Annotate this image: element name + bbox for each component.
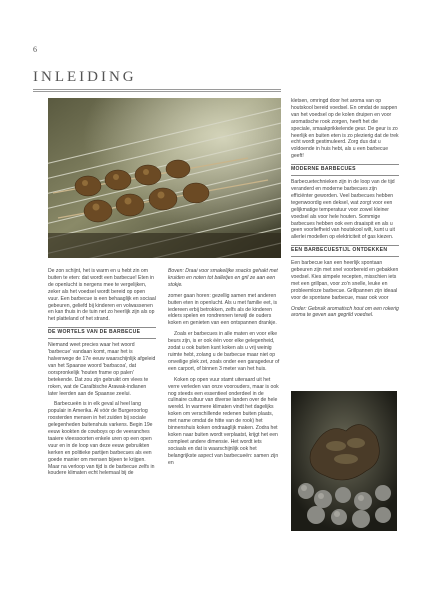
text-column-middle (168, 268, 281, 470)
section-heading-style: EEN BARBECUESTIJL ONTDEKKEN (291, 245, 399, 257)
title-underline (33, 91, 281, 92)
text-column-right (291, 98, 399, 323)
photo-caption-above: Boven: Draai voor smakelijke snacks gehakt met kruiden en noten tot balletjes en gril ze aan een stokje. (168, 268, 278, 288)
section-heading-roots: DE WORTELS VAN DE BARBECUE (48, 327, 156, 339)
body-paragraph: Koken op open vuur stamt uiteraard uit het verre verleden van onze voorouders, maar is ook nog steeds een essentieel onderdeel in de culinaire cultuur van diverse landen over de hele wereld. In warmere klimaten vindt het dagelijks koken om verschillende redenen buiten plaats, met name omdat de hitte van de rook) het binnenshuis koken ondraaglijk maken. Zodra het koken naar buiten wordt verplaatst, krijgt het een compleet andere dimensie. Het wordt iets sociaals en dat is waarschijnlijk ook het belangrijkste aspect van barbecueën: samen zijn en (168, 376, 279, 466)
photo-grilled-skewers (48, 98, 281, 258)
intro-paragraph: De zon schijnt, het is warm en u hebt zin om buiten te eten: dat wordt een barbecue! Eten in de openlucht is nergens mee te vergelijken, zeker als het voedsel wordt bereid op open vuur. Een barbecue is een behaaglijk en sociaal gebeuren, geliefd bij kinderen en volwassenen en kan thuis in de tuin net zo heerlijk zijn als op het platteland of het strand. (48, 268, 156, 323)
body-paragraph: kletsen, omringd door het aroma van op houtskool bereid voedsel. En omdat de sappen van het voedsel op de kolen druipen en voor aromatische rook zorgen, heeft het die speciale, smaakprikkelende geur. De geur is zo heerlijk en buiten eten is zo plezierig dat de trek echt wordt gestimuleerd. Zorg dus dat u voldoende in huis hebt, als u een barbecue geeft! (291, 98, 399, 160)
photo-caption-below: Onder: Gebruik aromatisch hout om een rokerig aroma te geven aan gegrild voedsel. (291, 305, 399, 319)
body-paragraph: Zoals er barbecues in alle maten en voor elke beurs zijn, is er ook één voor elke gelegenheid, zodat u ook buiten kunt koken als u vrij weinig ruimte hebt, zolang u de barbecue maar niet op onveilige plek zet, zoals onder een garagedeur of een carport, of binnen 3 meter van het huis. (168, 331, 280, 372)
body-paragraph: zomer gaan horen: gezellig samen met anderen buiten eten in openlucht. Als u met familie eet, is iedereen erbij betrokken, zelfs als de kinderen elders spelen en rondrennen terwijl de ouders koken en genieten van een ontspannen drankje. (168, 292, 278, 327)
body-paragraph: Een barbecue kan een heerlijk spontaan gebeuren zijn met snel voorbereid en gebakken voedsel. Kies simpele recepten, misschien iets met een grillpan, voor zo'n snelle, leuke en probleemloze barbecue. Grillpannen zijn ideaal voor de spontane barbecue, maar ook voor (291, 260, 399, 301)
text-column-left (48, 268, 156, 481)
page-number: 6 (33, 45, 37, 54)
chapter-title: INLEIDING (33, 69, 137, 85)
body-paragraph: Barbecuetechnieken zijn in de loop van de tijd veranderd en moderne barbecues zijn efficiënter geworden. Veel barbecues hebben tegenwoordig een deksel, wat zorgt voor een gelijkmatige temperatuur voor zowel kleiner voedsel als voor hele houten. Sommige barbecues hebben ook een draaispit en als u geen voorliefheid van houtskool wilt, kunt u uit allerlei modellen op elektriciteit of gas kiezen. (291, 179, 395, 241)
body-paragraph: Niemand weet precies waar het woord 'barbecue' vandaan komt, maar het is halverwege de 17e eeuw waarschijnlijk afgeleid van het Spaanse woord 'barbacoa', dat oorspronkelijk 'houten frame op palen' betekende. Dat zou zijn gebruikt om vlees te roken, wat de Caraïbische Arawak-indianen later leerden aan de Spaanse zeelui. (48, 342, 156, 397)
body-paragraph: Barbecueën is in elk geval al heel lang populair in Amerika. Al vóór de Burgeroorlog roosterden mensen in het zuiden bij sociale gelegenheden buitenshuis varkens. Begin 19e eeuw kookten de cowboys op de veeranches taaiere vleessoorten enkele uren op een open vuur en in de loop van deze eeuw gebruikten kerken en politieke partijen barbecues als een goede manier om mensen bijeen te krijgen. Maar na verloop van tijd is de barbecue zelfs in koudere klimaten echt helemaal bij de (48, 401, 155, 477)
section-heading-modern: MODERNE BARBECUES (291, 164, 399, 176)
photo-aromatic-wood (291, 391, 397, 531)
header-rule (33, 89, 281, 90)
